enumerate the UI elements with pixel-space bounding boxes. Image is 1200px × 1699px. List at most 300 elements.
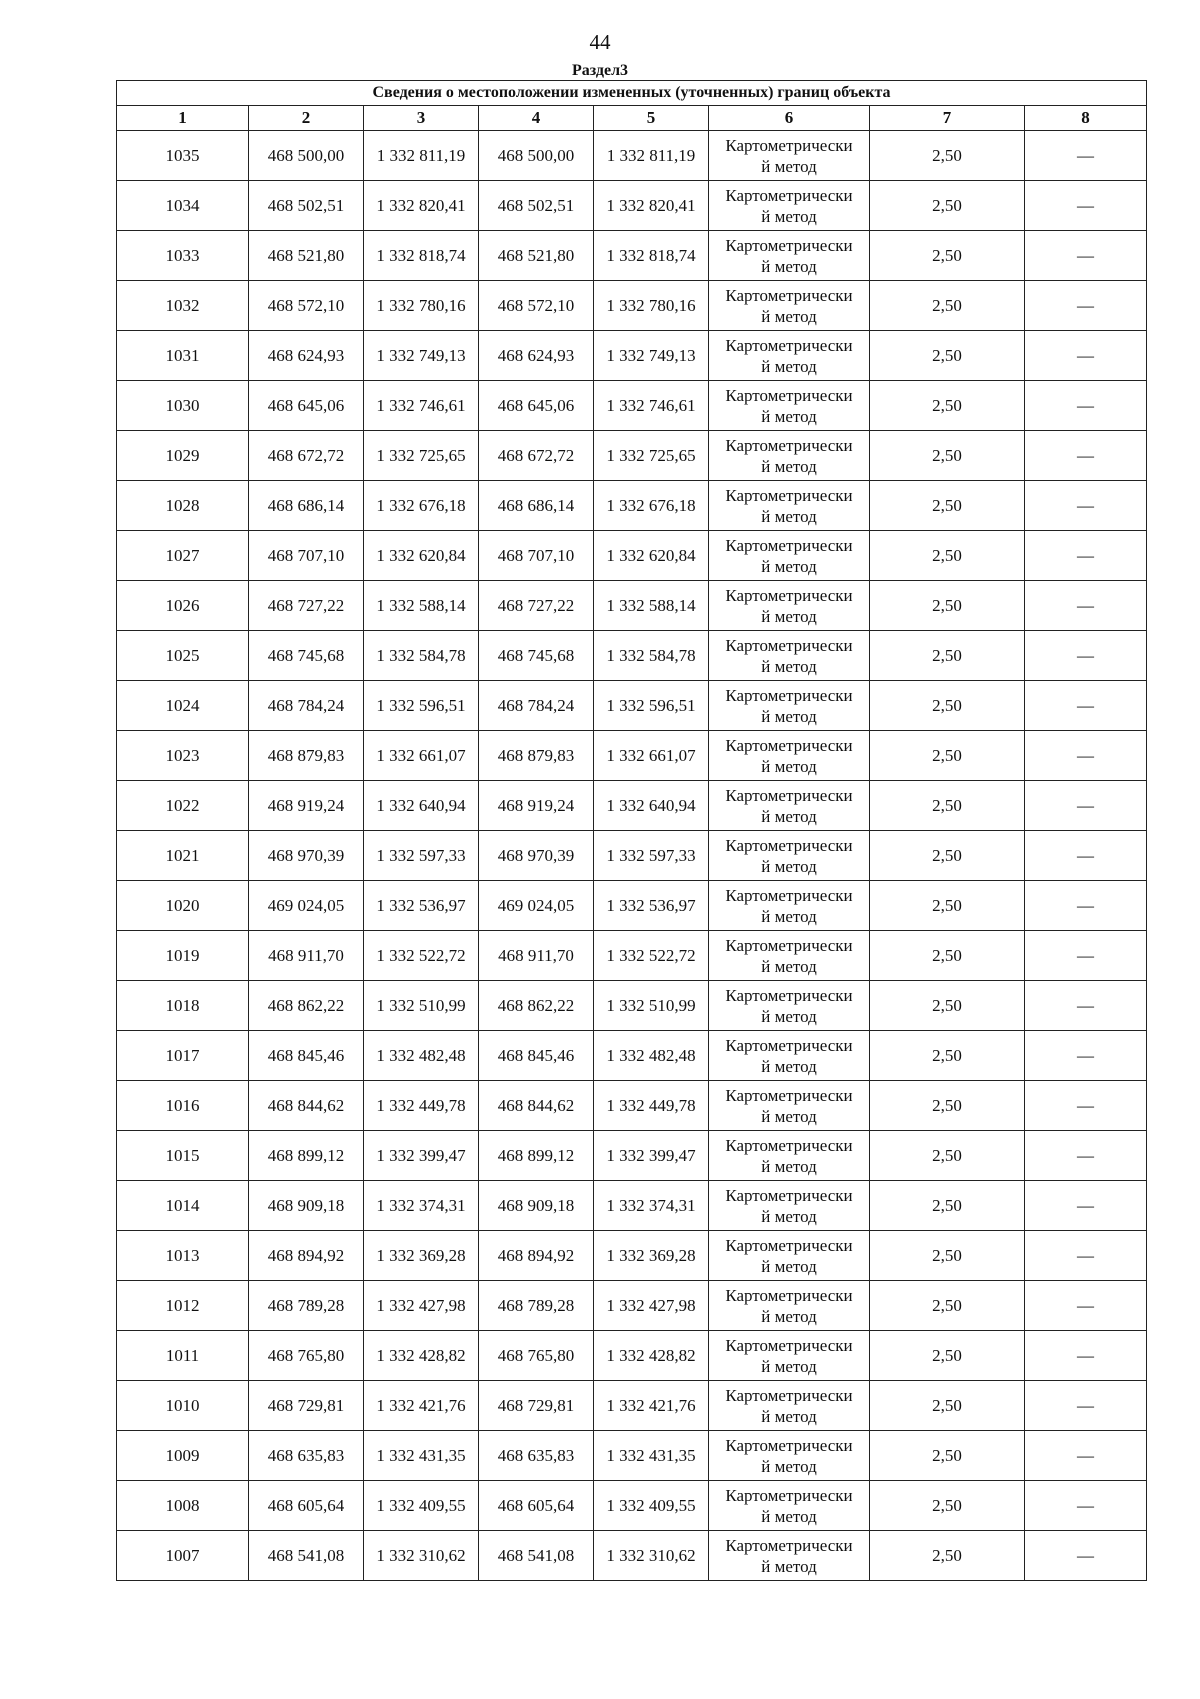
y-coordinate-cell: 1 332 522,72 bbox=[594, 931, 709, 981]
y-coordinate-cell: 1 332 421,76 bbox=[594, 1381, 709, 1431]
method-text-line2: й метод bbox=[761, 156, 817, 176]
method-cell bbox=[709, 1081, 870, 1131]
method-cell bbox=[709, 131, 870, 181]
method-text-line1: Картометрически bbox=[725, 735, 853, 755]
x-coordinate-cell: 468 686,14 bbox=[249, 481, 364, 531]
y-coordinate-cell: 1 332 725,65 bbox=[594, 431, 709, 481]
note-cell: — bbox=[1025, 231, 1147, 281]
x-coordinate-cell: 469 024,05 bbox=[479, 881, 594, 931]
note-cell: — bbox=[1025, 931, 1147, 981]
point-number-cell: 1007 bbox=[117, 1531, 249, 1581]
x-coordinate-cell: 468 765,80 bbox=[249, 1331, 364, 1381]
y-coordinate-cell: 1 332 431,35 bbox=[594, 1431, 709, 1481]
method-text-line1: Картометрически bbox=[725, 285, 853, 305]
y-coordinate-cell: 1 332 820,41 bbox=[594, 181, 709, 231]
column-number: 4 bbox=[479, 106, 594, 131]
method-cell bbox=[709, 981, 870, 1031]
y-coordinate-cell: 1 332 482,48 bbox=[364, 1031, 479, 1081]
method-text-line2: й метод bbox=[761, 1106, 817, 1126]
method-text-line1: Картометрически bbox=[725, 235, 853, 255]
method-text-line2: й метод bbox=[761, 706, 817, 726]
table-body bbox=[117, 131, 1147, 1581]
table-row bbox=[117, 631, 1147, 681]
note-cell: — bbox=[1025, 481, 1147, 531]
method-text-line1: Картометрически bbox=[725, 485, 853, 505]
point-number-cell: 1015 bbox=[117, 1131, 249, 1181]
accuracy-cell: 2,50 bbox=[870, 881, 1025, 931]
method-text-line2: й метод bbox=[761, 906, 817, 926]
table-row bbox=[117, 1131, 1147, 1181]
table-row bbox=[117, 731, 1147, 781]
note-cell: — bbox=[1025, 1131, 1147, 1181]
y-coordinate-cell: 1 332 399,47 bbox=[594, 1131, 709, 1181]
column-number: 5 bbox=[594, 106, 709, 131]
x-coordinate-cell: 468 645,06 bbox=[249, 381, 364, 431]
note-cell: — bbox=[1025, 1381, 1147, 1431]
y-coordinate-cell: 1 332 421,76 bbox=[364, 1381, 479, 1431]
table-row bbox=[117, 981, 1147, 1031]
x-coordinate-cell: 468 844,62 bbox=[249, 1081, 364, 1131]
point-number-cell: 1025 bbox=[117, 631, 249, 681]
accuracy-cell: 2,50 bbox=[870, 231, 1025, 281]
y-coordinate-cell: 1 332 780,16 bbox=[364, 281, 479, 331]
method-text-line2: й метод bbox=[761, 1356, 817, 1376]
method-cell bbox=[709, 281, 870, 331]
y-coordinate-cell: 1 332 522,72 bbox=[364, 931, 479, 981]
x-coordinate-cell: 468 919,24 bbox=[249, 781, 364, 831]
accuracy-cell: 2,50 bbox=[870, 981, 1025, 1031]
y-coordinate-cell: 1 332 510,99 bbox=[594, 981, 709, 1031]
y-coordinate-cell: 1 332 661,07 bbox=[594, 731, 709, 781]
accuracy-cell: 2,50 bbox=[870, 581, 1025, 631]
note-cell: — bbox=[1025, 631, 1147, 681]
column-number-row bbox=[117, 106, 1147, 131]
method-cell bbox=[709, 831, 870, 881]
y-coordinate-cell: 1 332 780,16 bbox=[594, 281, 709, 331]
x-coordinate-cell: 468 970,39 bbox=[249, 831, 364, 881]
y-coordinate-cell: 1 332 620,84 bbox=[594, 531, 709, 581]
column-number: 8 bbox=[1025, 106, 1147, 131]
point-number-cell: 1028 bbox=[117, 481, 249, 531]
method-text-line1: Картометрически bbox=[725, 835, 853, 855]
method-text-line1: Картометрически bbox=[725, 585, 853, 605]
y-coordinate-cell: 1 332 818,74 bbox=[364, 231, 479, 281]
method-text-line1: Картометрически bbox=[725, 1285, 853, 1305]
y-coordinate-cell: 1 332 310,62 bbox=[594, 1531, 709, 1581]
point-number-cell: 1013 bbox=[117, 1231, 249, 1281]
table-caption-row bbox=[117, 81, 1147, 106]
point-number-cell: 1024 bbox=[117, 681, 249, 731]
table-row bbox=[117, 1231, 1147, 1281]
note-cell: — bbox=[1025, 681, 1147, 731]
x-coordinate-cell: 468 909,18 bbox=[479, 1181, 594, 1231]
method-cell bbox=[709, 1431, 870, 1481]
y-coordinate-cell: 1 332 449,78 bbox=[364, 1081, 479, 1131]
method-text-line2: й метод bbox=[761, 456, 817, 476]
y-coordinate-cell: 1 332 749,13 bbox=[364, 331, 479, 381]
accuracy-cell: 2,50 bbox=[870, 681, 1025, 731]
accuracy-cell: 2,50 bbox=[870, 181, 1025, 231]
x-coordinate-cell: 468 784,24 bbox=[249, 681, 364, 731]
y-coordinate-cell: 1 332 374,31 bbox=[594, 1181, 709, 1231]
note-cell: — bbox=[1025, 581, 1147, 631]
table-row bbox=[117, 681, 1147, 731]
x-coordinate-cell: 468 879,83 bbox=[249, 731, 364, 781]
x-coordinate-cell: 468 624,93 bbox=[249, 331, 364, 381]
x-coordinate-cell: 468 784,24 bbox=[479, 681, 594, 731]
method-cell bbox=[709, 1531, 870, 1581]
method-text-line2: й метод bbox=[761, 1006, 817, 1026]
accuracy-cell: 2,50 bbox=[870, 1181, 1025, 1231]
method-text-line2: й метод bbox=[761, 356, 817, 376]
method-text-line1: Картометрически bbox=[725, 435, 853, 455]
point-number-cell: 1019 bbox=[117, 931, 249, 981]
y-coordinate-cell: 1 332 596,51 bbox=[594, 681, 709, 731]
y-coordinate-cell: 1 332 640,94 bbox=[594, 781, 709, 831]
y-coordinate-cell: 1 332 597,33 bbox=[364, 831, 479, 881]
method-cell bbox=[709, 731, 870, 781]
accuracy-cell: 2,50 bbox=[870, 131, 1025, 181]
x-coordinate-cell: 468 862,22 bbox=[479, 981, 594, 1031]
method-text-line1: Картометрически bbox=[725, 1435, 853, 1455]
x-coordinate-cell: 468 899,12 bbox=[479, 1131, 594, 1181]
y-coordinate-cell: 1 332 820,41 bbox=[364, 181, 479, 231]
table-row bbox=[117, 1031, 1147, 1081]
y-coordinate-cell: 1 332 399,47 bbox=[364, 1131, 479, 1181]
table-row bbox=[117, 231, 1147, 281]
point-number-cell: 1010 bbox=[117, 1381, 249, 1431]
method-text-line2: й метод bbox=[761, 1306, 817, 1326]
point-number-cell: 1030 bbox=[117, 381, 249, 431]
method-cell bbox=[709, 631, 870, 681]
note-cell: — bbox=[1025, 1231, 1147, 1281]
x-coordinate-cell: 468 727,22 bbox=[249, 581, 364, 631]
x-coordinate-cell: 468 789,28 bbox=[249, 1281, 364, 1331]
point-number-cell: 1008 bbox=[117, 1481, 249, 1531]
note-cell: — bbox=[1025, 431, 1147, 481]
table-row bbox=[117, 331, 1147, 381]
x-coordinate-cell: 468 635,83 bbox=[479, 1431, 594, 1481]
accuracy-cell: 2,50 bbox=[870, 431, 1025, 481]
x-coordinate-cell: 468 605,64 bbox=[249, 1481, 364, 1531]
y-coordinate-cell: 1 332 409,55 bbox=[594, 1481, 709, 1531]
x-coordinate-cell: 468 879,83 bbox=[479, 731, 594, 781]
point-number-cell: 1031 bbox=[117, 331, 249, 381]
accuracy-cell: 2,50 bbox=[870, 331, 1025, 381]
table-row bbox=[117, 431, 1147, 481]
y-coordinate-cell: 1 332 427,98 bbox=[364, 1281, 479, 1331]
x-coordinate-cell: 468 845,46 bbox=[479, 1031, 594, 1081]
table-row bbox=[117, 1081, 1147, 1131]
x-coordinate-cell: 468 541,08 bbox=[479, 1531, 594, 1581]
method-cell bbox=[709, 181, 870, 231]
method-text-line2: й метод bbox=[761, 556, 817, 576]
y-coordinate-cell: 1 332 482,48 bbox=[594, 1031, 709, 1081]
y-coordinate-cell: 1 332 811,19 bbox=[594, 131, 709, 181]
section-title: Раздел3 bbox=[571, 62, 629, 79]
method-text-line2: й метод bbox=[761, 1156, 817, 1176]
y-coordinate-cell: 1 332 811,19 bbox=[364, 131, 479, 181]
y-coordinate-cell: 1 332 640,94 bbox=[364, 781, 479, 831]
x-coordinate-cell: 468 707,10 bbox=[479, 531, 594, 581]
x-coordinate-cell: 468 624,93 bbox=[479, 331, 594, 381]
accuracy-cell: 2,50 bbox=[870, 1531, 1025, 1581]
point-number-cell: 1022 bbox=[117, 781, 249, 831]
y-coordinate-cell: 1 332 536,97 bbox=[364, 881, 479, 931]
method-cell bbox=[709, 581, 870, 631]
method-cell bbox=[709, 1331, 870, 1381]
y-coordinate-cell: 1 332 369,28 bbox=[594, 1231, 709, 1281]
method-text-line1: Картометрически bbox=[725, 635, 853, 655]
point-number-cell: 1016 bbox=[117, 1081, 249, 1131]
x-coordinate-cell: 468 521,80 bbox=[479, 231, 594, 281]
point-number-cell: 1034 bbox=[117, 181, 249, 231]
method-cell bbox=[709, 1381, 870, 1431]
point-number-cell: 1012 bbox=[117, 1281, 249, 1331]
table-row bbox=[117, 1381, 1147, 1431]
method-text-line1: Картометрически bbox=[725, 985, 853, 1005]
x-coordinate-cell: 468 845,46 bbox=[249, 1031, 364, 1081]
note-cell: — bbox=[1025, 1531, 1147, 1581]
table-row bbox=[117, 931, 1147, 981]
x-coordinate-cell: 468 502,51 bbox=[479, 181, 594, 231]
point-number-cell: 1011 bbox=[117, 1331, 249, 1381]
y-coordinate-cell: 1 332 369,28 bbox=[364, 1231, 479, 1281]
method-text-line2: й метод bbox=[761, 1256, 817, 1276]
method-cell bbox=[709, 1281, 870, 1331]
method-text-line2: й метод bbox=[761, 256, 817, 276]
x-coordinate-cell: 468 502,51 bbox=[249, 181, 364, 231]
method-text-line2: й метод bbox=[761, 656, 817, 676]
method-text-line2: й метод bbox=[761, 856, 817, 876]
y-coordinate-cell: 1 332 449,78 bbox=[594, 1081, 709, 1131]
note-cell: — bbox=[1025, 531, 1147, 581]
x-coordinate-cell: 468 707,10 bbox=[249, 531, 364, 581]
x-coordinate-cell: 468 521,80 bbox=[249, 231, 364, 281]
accuracy-cell: 2,50 bbox=[870, 1131, 1025, 1181]
x-coordinate-cell: 468 605,64 bbox=[479, 1481, 594, 1531]
table-caption: Сведения о местоположении измененных (уточненных) границ объекта bbox=[117, 81, 1147, 106]
accuracy-cell: 2,50 bbox=[870, 1331, 1025, 1381]
note-cell: — bbox=[1025, 831, 1147, 881]
method-cell bbox=[709, 1231, 870, 1281]
note-cell: — bbox=[1025, 781, 1147, 831]
method-text-line1: Картометрически bbox=[725, 385, 853, 405]
method-text-line2: й метод bbox=[761, 1556, 817, 1576]
x-coordinate-cell: 468 862,22 bbox=[249, 981, 364, 1031]
method-cell bbox=[709, 481, 870, 531]
table-row bbox=[117, 381, 1147, 431]
note-cell: — bbox=[1025, 1031, 1147, 1081]
method-text-line2: й метод bbox=[761, 206, 817, 226]
note-cell: — bbox=[1025, 1281, 1147, 1331]
y-coordinate-cell: 1 332 746,61 bbox=[594, 381, 709, 431]
method-text-line1: Картометрически bbox=[725, 1535, 853, 1555]
y-coordinate-cell: 1 332 409,55 bbox=[364, 1481, 479, 1531]
accuracy-cell: 2,50 bbox=[870, 1381, 1025, 1431]
y-coordinate-cell: 1 332 428,82 bbox=[594, 1331, 709, 1381]
table-row bbox=[117, 531, 1147, 581]
y-coordinate-cell: 1 332 749,13 bbox=[594, 331, 709, 381]
method-cell bbox=[709, 331, 870, 381]
table-row bbox=[117, 1331, 1147, 1381]
y-coordinate-cell: 1 332 584,78 bbox=[594, 631, 709, 681]
method-text-line2: й метод bbox=[761, 1206, 817, 1226]
method-text-line2: й метод bbox=[761, 406, 817, 426]
point-number-cell: 1032 bbox=[117, 281, 249, 331]
y-coordinate-cell: 1 332 374,31 bbox=[364, 1181, 479, 1231]
method-cell bbox=[709, 681, 870, 731]
x-coordinate-cell: 468 911,70 bbox=[249, 931, 364, 981]
note-cell: — bbox=[1025, 281, 1147, 331]
y-coordinate-cell: 1 332 428,82 bbox=[364, 1331, 479, 1381]
accuracy-cell: 2,50 bbox=[870, 481, 1025, 531]
x-coordinate-cell: 468 745,68 bbox=[479, 631, 594, 681]
y-coordinate-cell: 1 332 584,78 bbox=[364, 631, 479, 681]
accuracy-cell: 2,50 bbox=[870, 1031, 1025, 1081]
point-number-cell: 1017 bbox=[117, 1031, 249, 1081]
point-number-cell: 1014 bbox=[117, 1181, 249, 1231]
y-coordinate-cell: 1 332 431,35 bbox=[364, 1431, 479, 1481]
point-number-cell: 1027 bbox=[117, 531, 249, 581]
method-text-line1: Картометрически bbox=[725, 1035, 853, 1055]
x-coordinate-cell: 468 745,68 bbox=[249, 631, 364, 681]
note-cell: — bbox=[1025, 1481, 1147, 1531]
y-coordinate-cell: 1 332 620,84 bbox=[364, 531, 479, 581]
table-row bbox=[117, 831, 1147, 881]
accuracy-cell: 2,50 bbox=[870, 1481, 1025, 1531]
method-text-line1: Картометрически bbox=[725, 785, 853, 805]
column-number: 1 bbox=[117, 106, 249, 131]
x-coordinate-cell: 468 500,00 bbox=[479, 131, 594, 181]
method-cell bbox=[709, 1131, 870, 1181]
method-text-line1: Картометрически bbox=[725, 685, 853, 705]
table-row bbox=[117, 1181, 1147, 1231]
method-text-line1: Картометрически bbox=[725, 1485, 853, 1505]
point-number-cell: 1023 bbox=[117, 731, 249, 781]
accuracy-cell: 2,50 bbox=[870, 631, 1025, 681]
method-cell bbox=[709, 781, 870, 831]
y-coordinate-cell: 1 332 588,14 bbox=[364, 581, 479, 631]
x-coordinate-cell: 468 911,70 bbox=[479, 931, 594, 981]
method-text-line2: й метод bbox=[761, 1056, 817, 1076]
y-coordinate-cell: 1 332 588,14 bbox=[594, 581, 709, 631]
accuracy-cell: 2,50 bbox=[870, 531, 1025, 581]
method-text-line2: й метод bbox=[761, 306, 817, 326]
method-text-line2: й метод bbox=[761, 606, 817, 626]
x-coordinate-cell: 469 024,05 bbox=[249, 881, 364, 931]
method-text-line2: й метод bbox=[761, 756, 817, 776]
accuracy-cell: 2,50 bbox=[870, 1281, 1025, 1331]
table-row bbox=[117, 1481, 1147, 1531]
x-coordinate-cell: 468 672,72 bbox=[479, 431, 594, 481]
method-text-line1: Картометрически bbox=[725, 885, 853, 905]
y-coordinate-cell: 1 332 597,33 bbox=[594, 831, 709, 881]
method-text-line2: й метод bbox=[761, 1506, 817, 1526]
table-row bbox=[117, 181, 1147, 231]
x-coordinate-cell: 468 672,72 bbox=[249, 431, 364, 481]
x-coordinate-cell: 468 919,24 bbox=[479, 781, 594, 831]
method-text-line1: Картометрически bbox=[725, 535, 853, 555]
x-coordinate-cell: 468 729,81 bbox=[249, 1381, 364, 1431]
x-coordinate-cell: 468 970,39 bbox=[479, 831, 594, 881]
method-text-line1: Картометрически bbox=[725, 1335, 853, 1355]
method-text-line1: Картометрически bbox=[725, 1135, 853, 1155]
y-coordinate-cell: 1 332 596,51 bbox=[364, 681, 479, 731]
x-coordinate-cell: 468 541,08 bbox=[249, 1531, 364, 1581]
method-cell bbox=[709, 1031, 870, 1081]
note-cell: — bbox=[1025, 1331, 1147, 1381]
point-number-cell: 1035 bbox=[117, 131, 249, 181]
y-coordinate-cell: 1 332 725,65 bbox=[364, 431, 479, 481]
note-cell: — bbox=[1025, 731, 1147, 781]
y-coordinate-cell: 1 332 427,98 bbox=[594, 1281, 709, 1331]
method-cell bbox=[709, 431, 870, 481]
point-number-cell: 1026 bbox=[117, 581, 249, 631]
note-cell: — bbox=[1025, 181, 1147, 231]
point-number-cell: 1009 bbox=[117, 1431, 249, 1481]
x-coordinate-cell: 468 729,81 bbox=[479, 1381, 594, 1431]
note-cell: — bbox=[1025, 131, 1147, 181]
accuracy-cell: 2,50 bbox=[870, 381, 1025, 431]
accuracy-cell: 2,50 bbox=[870, 931, 1025, 981]
point-number-cell: 1021 bbox=[117, 831, 249, 881]
y-coordinate-cell: 1 332 746,61 bbox=[364, 381, 479, 431]
note-cell: — bbox=[1025, 981, 1147, 1031]
y-coordinate-cell: 1 332 510,99 bbox=[364, 981, 479, 1031]
accuracy-cell: 2,50 bbox=[870, 831, 1025, 881]
point-number-cell: 1029 bbox=[117, 431, 249, 481]
x-coordinate-cell: 468 500,00 bbox=[249, 131, 364, 181]
method-text-line2: й метод bbox=[761, 1406, 817, 1426]
y-coordinate-cell: 1 332 310,62 bbox=[364, 1531, 479, 1581]
note-cell: — bbox=[1025, 381, 1147, 431]
accuracy-cell: 2,50 bbox=[870, 281, 1025, 331]
method-cell bbox=[709, 881, 870, 931]
page-number: 44 bbox=[589, 30, 611, 54]
x-coordinate-cell: 468 572,10 bbox=[249, 281, 364, 331]
y-coordinate-cell: 1 332 676,18 bbox=[594, 481, 709, 531]
method-text-line2: й метод bbox=[761, 506, 817, 526]
note-cell: — bbox=[1025, 1181, 1147, 1231]
x-coordinate-cell: 468 789,28 bbox=[479, 1281, 594, 1331]
method-cell bbox=[709, 531, 870, 581]
x-coordinate-cell: 468 572,10 bbox=[479, 281, 594, 331]
method-text-line1: Картометрически bbox=[725, 1235, 853, 1255]
boundary-coordinates-table bbox=[116, 80, 1147, 1581]
column-number: 6 bbox=[709, 106, 870, 131]
y-coordinate-cell: 1 332 536,97 bbox=[594, 881, 709, 931]
x-coordinate-cell: 468 686,14 bbox=[479, 481, 594, 531]
accuracy-cell: 2,50 bbox=[870, 1431, 1025, 1481]
y-coordinate-cell: 1 332 661,07 bbox=[364, 731, 479, 781]
table-row bbox=[117, 281, 1147, 331]
point-number-cell: 1018 bbox=[117, 981, 249, 1031]
column-number: 2 bbox=[249, 106, 364, 131]
note-cell: — bbox=[1025, 1431, 1147, 1481]
table-row bbox=[117, 881, 1147, 931]
column-number: 7 bbox=[870, 106, 1025, 131]
y-coordinate-cell: 1 332 676,18 bbox=[364, 481, 479, 531]
table-row bbox=[117, 481, 1147, 531]
table-row bbox=[117, 1281, 1147, 1331]
column-number: 3 bbox=[364, 106, 479, 131]
x-coordinate-cell: 468 635,83 bbox=[249, 1431, 364, 1481]
method-text-line1: Картометрически bbox=[725, 1185, 853, 1205]
method-text-line2: й метод bbox=[761, 956, 817, 976]
y-coordinate-cell: 1 332 818,74 bbox=[594, 231, 709, 281]
method-text-line1: Картометрически bbox=[725, 1385, 853, 1405]
